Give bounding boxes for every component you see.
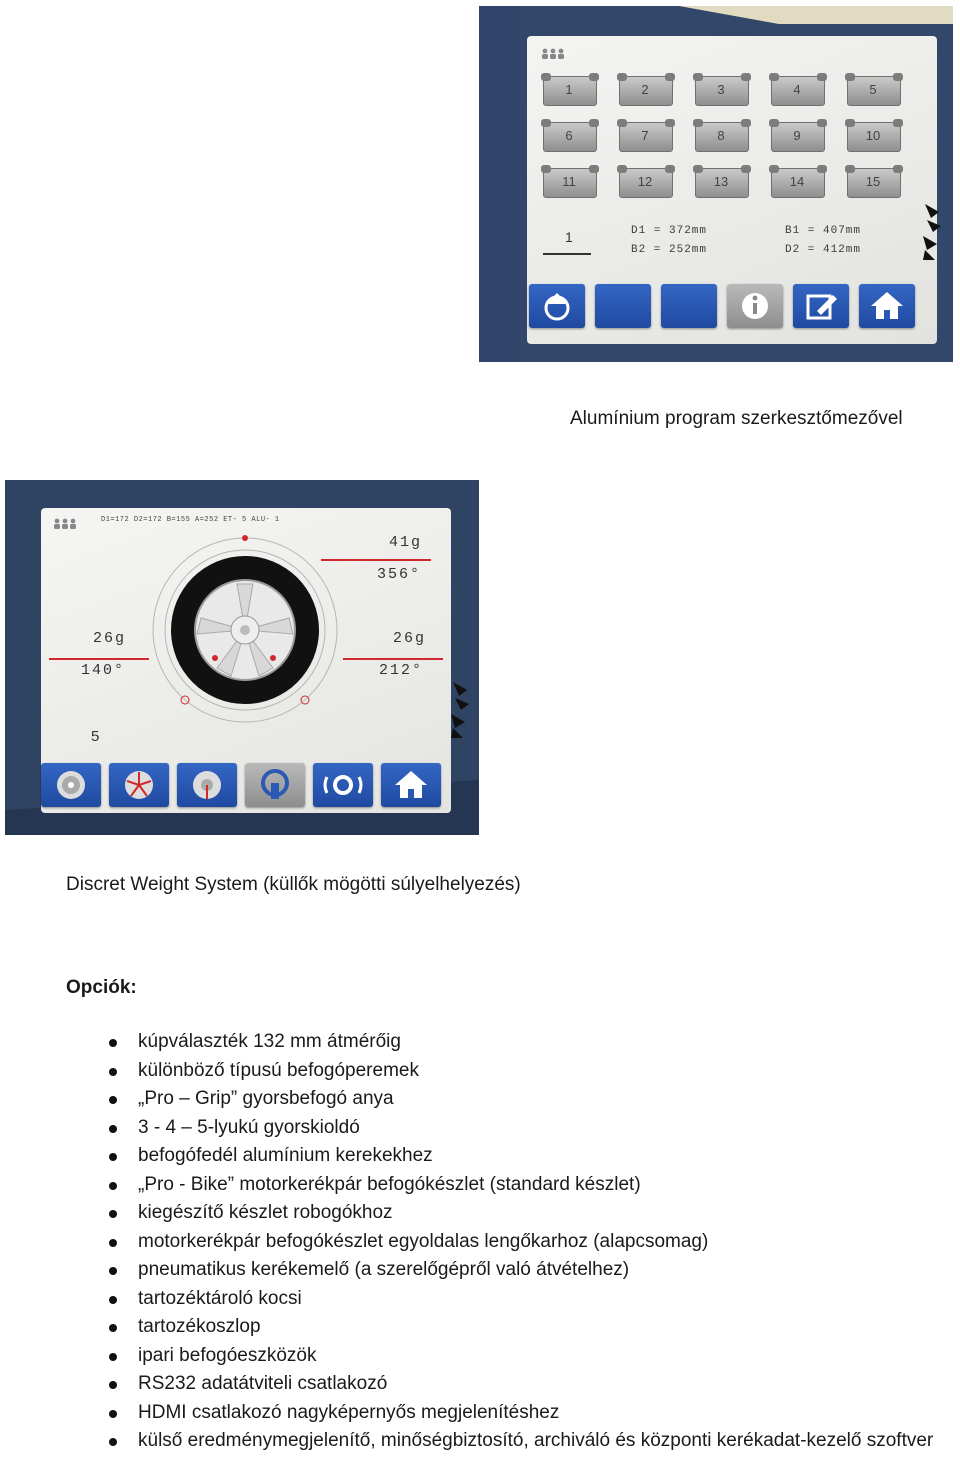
wheel-button[interactable] (41, 763, 101, 807)
program-number-2: 5 (91, 728, 100, 745)
blank-button-2[interactable] (661, 284, 717, 328)
bullet-icon (109, 1296, 117, 1304)
option-item (106, 1399, 936, 1428)
measurement-header: D1=172 D2=172 B=155 A=252 ET- 5 ALU- 1 (101, 516, 280, 524)
bullet-icon (109, 1381, 117, 1389)
wheel-program-2[interactable] (617, 72, 673, 110)
home-icon (859, 284, 915, 328)
dim-b2: B2 = 252mm (631, 244, 708, 256)
wheel-program-9[interactable] (769, 118, 825, 156)
option-item (106, 1142, 936, 1171)
info-button[interactable] (727, 284, 783, 328)
wheel-measure-button[interactable] (529, 284, 585, 328)
edit-icon (793, 284, 849, 328)
option-item (106, 1028, 936, 1057)
option-text: különböző típusú befogóperemek (138, 1059, 419, 1081)
wheel-icon (41, 763, 101, 807)
program-number: 1 (565, 229, 573, 245)
option-text: „Pro – Grip” gyorsbefogó anya (138, 1088, 394, 1109)
people-icon (541, 48, 565, 60)
wheel-program-number: 1 (565, 82, 573, 97)
dims-right (785, 222, 861, 260)
left-angle: 140° (81, 662, 126, 679)
option-item (106, 1114, 936, 1143)
option-item (106, 1370, 936, 1399)
spin-button[interactable] (313, 763, 373, 807)
options-list (106, 1028, 936, 1456)
wheel-program-12[interactable] (617, 164, 673, 202)
option-text: tartozéktároló kocsi (138, 1287, 302, 1309)
wheel-program-number: 15 (865, 174, 881, 189)
bullet-icon (109, 1239, 117, 1247)
dim-d2: D2 = 412mm (785, 244, 862, 256)
wheel-program-6[interactable] (541, 118, 597, 156)
wheel-program-number: 13 (713, 174, 729, 189)
spin-icon (313, 763, 373, 807)
wheel-program-13[interactable] (693, 164, 749, 202)
right-angle: 212° (379, 662, 424, 679)
option-text: pneumatikus kerékemelő (a szerelőgépről való átvételhez) (138, 1259, 630, 1280)
option-item (106, 1256, 936, 1285)
bullet-icon (109, 1068, 117, 1076)
wheel-program-number: 14 (789, 174, 805, 189)
bullet-icon (109, 1182, 117, 1190)
option-text: külső eredménymegjelenítő, minőségbiztosító, archiváló és központi kerékadat-kezelő szoftver (138, 1430, 934, 1451)
wheel-program-number: 10 (865, 128, 881, 143)
caption-aluminium-program: Alumínium program szerkesztőmezővel (570, 408, 903, 429)
dims-left (631, 222, 707, 260)
right-weight: 26g (393, 630, 427, 647)
wheel-program-1[interactable] (541, 72, 597, 110)
option-text: „Pro - Bike” motorkerékpár befogókészlet (standard készlet) (138, 1173, 641, 1195)
toolbar (527, 284, 937, 330)
bullet-icon (109, 1039, 117, 1047)
rim-button[interactable] (177, 763, 237, 807)
wheel-program-number: 3 (717, 82, 725, 97)
dim-b1: B1 = 407mm (785, 225, 862, 237)
wheel-program-15[interactable] (845, 164, 901, 202)
left-weight: 26g (93, 630, 127, 647)
wheel-program-7[interactable] (617, 118, 673, 156)
option-text: befogófedél alumínium kerekekhez (138, 1145, 433, 1166)
bullet-icon (109, 1096, 117, 1104)
bullet-icon (109, 1353, 117, 1361)
balancer-screen-2 (41, 508, 451, 813)
wheel-program-number: 7 (641, 128, 649, 143)
option-item (106, 1313, 936, 1342)
dim-d1: D1 = 372mm (631, 225, 708, 237)
option-item (106, 1285, 936, 1314)
wheel-program-number: 12 (637, 174, 653, 189)
home-button[interactable] (859, 284, 915, 328)
home-button-2[interactable] (381, 763, 441, 807)
wheel-measure-icon (529, 284, 585, 328)
wheel-program-8[interactable] (693, 118, 749, 156)
option-text: motorkerékpár befogókészlet egyoldalas lengőkarhoz (alapcsomag) (138, 1230, 709, 1252)
option-item (106, 1228, 936, 1257)
bullet-icon (109, 1125, 117, 1133)
toolbar-2 (41, 763, 451, 809)
spokes-button[interactable] (109, 763, 169, 807)
wheel-program-number: 6 (565, 128, 573, 143)
top-right-angle: 356° (377, 566, 422, 583)
edit-button[interactable] (793, 284, 849, 328)
rotation-arrows-icon (449, 680, 473, 740)
wheel-program-number: 11 (562, 174, 576, 189)
bullet-icon (109, 1324, 117, 1332)
discret-weight-photo (5, 480, 479, 835)
option-item (106, 1199, 936, 1228)
option-text: kúpválaszték 132 mm átmérőig (138, 1031, 401, 1052)
option-text: tartozékoszlop (138, 1316, 261, 1337)
spokes-icon (109, 763, 169, 807)
bullet-icon (109, 1267, 117, 1275)
people-icon (53, 518, 77, 530)
program-underline (543, 253, 591, 255)
aluminium-program-photo (479, 6, 953, 362)
bullet-icon (109, 1153, 117, 1161)
wheel-program-10[interactable] (845, 118, 901, 156)
wheel-program-number: 8 (717, 128, 725, 143)
option-text: ipari befogóeszközök (138, 1344, 317, 1366)
wheel-program-4[interactable] (769, 72, 825, 110)
wheel-program-11[interactable] (541, 164, 597, 202)
option-item (106, 1057, 936, 1086)
wheel-diagram (145, 530, 345, 730)
wheel-program-5[interactable] (845, 72, 901, 110)
blank-button-1[interactable] (595, 284, 651, 328)
home-icon (381, 763, 441, 807)
option-item (106, 1427, 936, 1456)
options-title: Opciók: (66, 977, 137, 998)
wheel-program-number: 5 (869, 82, 877, 97)
rim-icon (177, 763, 237, 807)
wheel-program-14[interactable] (769, 164, 825, 202)
bullet-icon (109, 1210, 117, 1218)
option-text: 3 - 4 – 5-lyukú gyorskioldó (138, 1116, 360, 1138)
bullet-icon (109, 1438, 117, 1446)
option-text: HDMI csatlakozó nagyképernyős megjelenítéshez (138, 1401, 560, 1423)
bullet-icon (109, 1410, 117, 1418)
wheel-program-number: 4 (793, 82, 801, 97)
top-right-weight: 41g (389, 534, 423, 551)
wheel-program-number: 9 (793, 128, 801, 143)
option-text: RS232 adatátviteli csatlakozó (138, 1373, 388, 1394)
option-item (106, 1342, 936, 1371)
top-weight-line (321, 559, 431, 561)
right-weight-line (343, 658, 443, 660)
info-icon (727, 284, 783, 328)
lock-icon (245, 763, 305, 807)
caption-discret-weight: Discret Weight System (küllők mögötti súlyelhelyezés) (66, 874, 521, 895)
option-item (106, 1085, 936, 1114)
wheel-program-number: 2 (641, 82, 649, 97)
left-weight-line (49, 658, 149, 660)
rotation-arrows-icon (921, 202, 945, 262)
wheel-program-3[interactable] (693, 72, 749, 110)
lock-button[interactable] (245, 763, 305, 807)
balancer-screen (527, 36, 937, 344)
option-text: kiegészítő készlet robogókhoz (138, 1202, 393, 1223)
option-item (106, 1171, 936, 1200)
